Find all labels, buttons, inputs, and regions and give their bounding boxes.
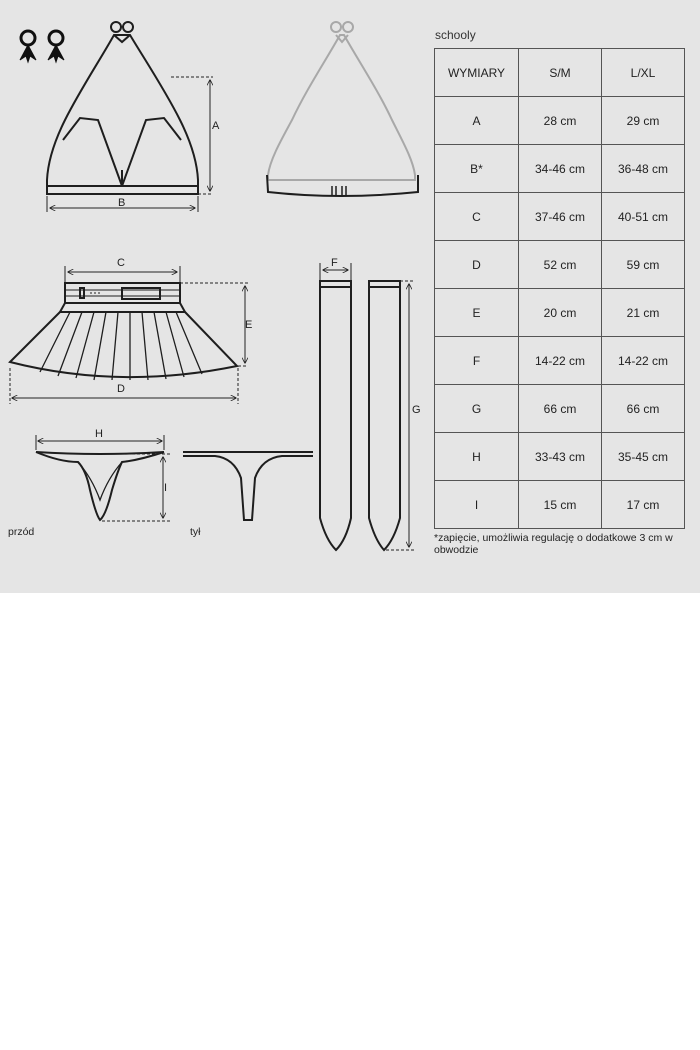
table-cell: H xyxy=(435,433,519,481)
table-row xyxy=(435,481,685,529)
table-row xyxy=(435,241,685,289)
table-cell: F xyxy=(435,337,519,385)
dim-label-d: D xyxy=(117,383,125,395)
table-row xyxy=(435,145,685,193)
table-header-row xyxy=(435,49,685,97)
table-cell: E xyxy=(435,289,519,337)
footnote: *zapięcie, umożliwia regulację o dodatkowe 3 cm w obwodzie xyxy=(434,532,673,556)
table-cell: 20 cm xyxy=(519,289,602,337)
table-cell: 35-45 cm xyxy=(602,433,685,481)
table-cell: 14-22 cm xyxy=(602,337,685,385)
back-label: tył xyxy=(190,526,201,538)
table-cell: 34-46 cm xyxy=(519,145,602,193)
table-cell: A xyxy=(435,97,519,145)
bra-back-drawing xyxy=(268,22,415,180)
thong-front-drawing xyxy=(36,452,164,520)
table-cell: 14-22 cm xyxy=(519,337,602,385)
table-cell: G xyxy=(435,385,519,433)
table-cell: C xyxy=(435,193,519,241)
dim-label-g: G xyxy=(412,404,421,416)
product-name: schooly xyxy=(435,28,476,42)
table-header-cell: WYMIARY xyxy=(435,49,519,97)
bow-icon xyxy=(48,31,64,62)
front-label: przód xyxy=(8,526,35,538)
stocking-drawing xyxy=(369,281,400,550)
bra-front-drawing xyxy=(47,22,198,194)
dim-label-f: F xyxy=(331,257,338,269)
table-cell: 36-48 cm xyxy=(602,145,685,193)
table-cell: 37-46 cm xyxy=(519,193,602,241)
table-row xyxy=(435,385,685,433)
table-cell: 33-43 cm xyxy=(519,433,602,481)
table-header-cell: L/XL xyxy=(602,49,685,97)
table-cell: 52 cm xyxy=(519,241,602,289)
table-row xyxy=(435,97,685,145)
dim-label-e: E xyxy=(245,319,253,331)
table-row xyxy=(435,433,685,481)
dim-label-a: A xyxy=(212,120,220,132)
dim-label-h: H xyxy=(95,428,103,440)
bow-icon xyxy=(20,31,36,62)
table-cell: 40-51 cm xyxy=(602,193,685,241)
bra-back-band xyxy=(267,175,418,196)
table-cell: I xyxy=(435,481,519,529)
table-row xyxy=(435,193,685,241)
table-cell: 66 cm xyxy=(602,385,685,433)
skirt-drawing xyxy=(10,283,237,380)
stocking-drawing xyxy=(320,281,351,550)
table-cell: 21 cm xyxy=(602,289,685,337)
table-cell: 29 cm xyxy=(602,97,685,145)
table-cell: 17 cm xyxy=(602,481,685,529)
dim-label-c: C xyxy=(117,257,125,269)
dim-label-i: I xyxy=(164,482,168,494)
table-cell: 66 cm xyxy=(519,385,602,433)
size-table xyxy=(434,48,685,529)
table-row xyxy=(435,337,685,385)
table-cell: D xyxy=(435,241,519,289)
thong-back-drawing xyxy=(183,452,313,520)
table-cell: 28 cm xyxy=(519,97,602,145)
table-row xyxy=(435,289,685,337)
table-header-cell: S/M xyxy=(519,49,602,97)
table-cell: 15 cm xyxy=(519,481,602,529)
table-cell: 59 cm xyxy=(602,241,685,289)
table-cell: B* xyxy=(435,145,519,193)
dim-label-b: B xyxy=(118,197,126,209)
dimension-e xyxy=(180,283,248,366)
